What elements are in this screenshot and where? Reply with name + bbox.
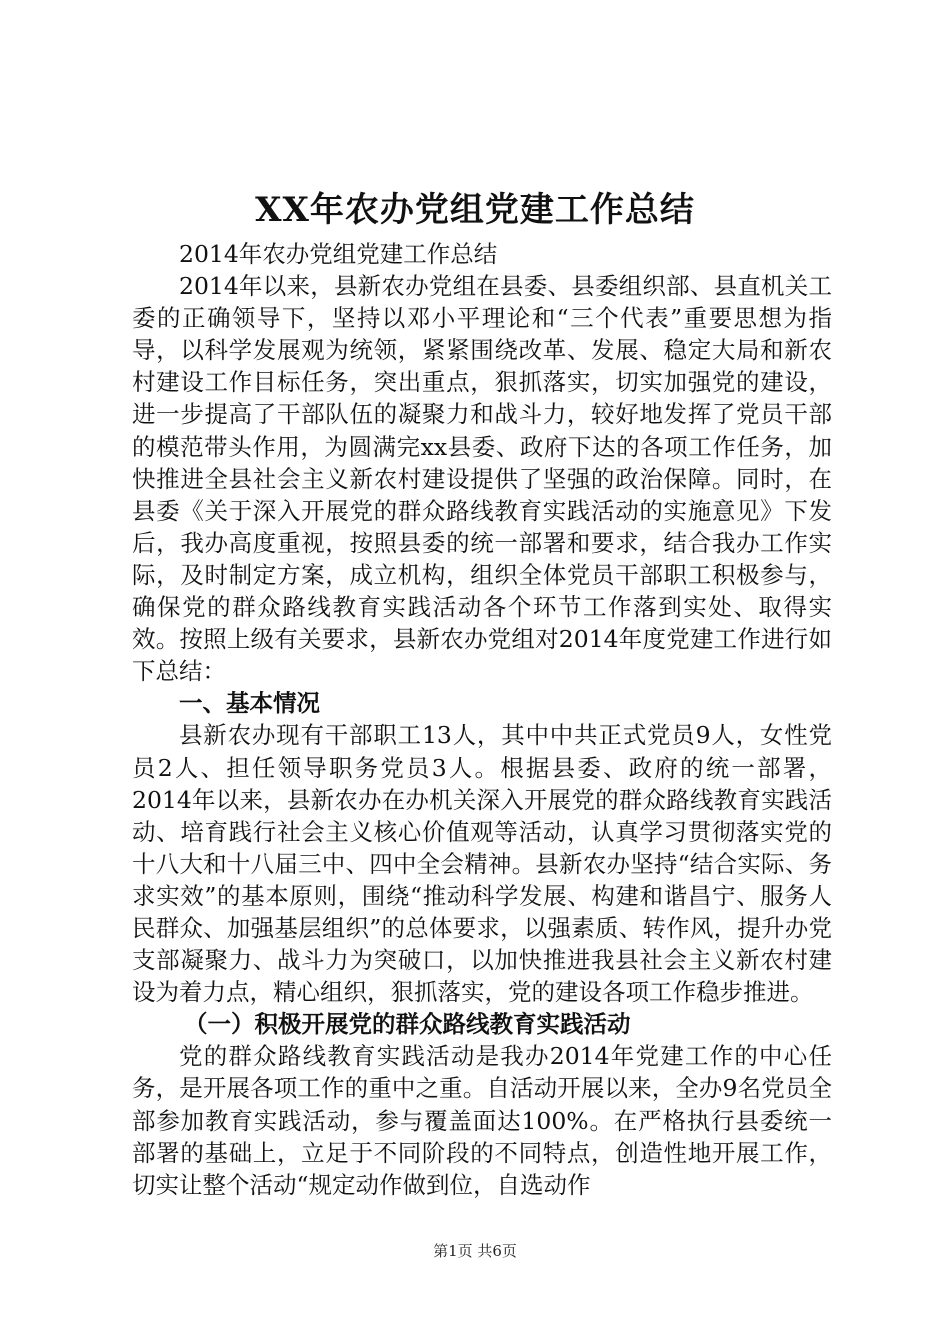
page-footer: 第1页 共6页 [433,1242,517,1260]
document-title: XX年农办党组党建工作总结 [255,190,695,230]
document-subtitle: 2014年农办党组党建工作总结 [179,240,498,268]
mass-line-paragraph: 党的群众路线教育实践活动是我办2014年党建工作的中心任务，是开展各项工作的重中之重。自活动开展以来，全办9名党员全部参加教育实践活动，参与覆盖面达100%。在严格执行县委统一部署的基础上，立足于不同阶段的不同特点，创造性地开展工作，切实让整个活动“规定动作做到位，自选动作 [132,1042,832,1199]
document-body [132,238,832,1201]
intro-paragraph: 2014年以来，县新农办党组在县委、县委组织部、县直机关工委的正确领导下，坚持以邓小平理论和“三个代表”重要思想为指导，以科学发展观为统领，紧紧围绕改革、发展、稳定大局和新农村建设工作目标任务，突出重点，狠抓落实，切实加强党的建设，进一步提高了干部队伍的凝聚力和战斗力，较好地发挥了党员干部的模范带头作用，为圆满完xx县委、政府下达的各项工作任务，加快推进全县社会主义新农村建设提供了坚强的政治保障。同时，在县委《关于深入开展党的群众路线教育实践活动的实施意见》下发后，我办高度重视，按照县委的统一部署和要求，结合我办工作实际，及时制定方案，成立机构，组织全体党员干部职工积极参与，确保党的群众路线教育实践活动各个环节工作落到实处、取得实效。按照上级有关要求，县新农办党组对2014年度党建工作进行如下总结： [132,272,832,686]
subsection-heading-mass-line: （一）积极开展党的群众路线教育实践活动 [184,1010,631,1039]
section-heading-basic-situation: 一、基本情况 [179,689,320,718]
basic-situation-paragraph: 县新农办现有干部职工13人，其中中共正式党员9人，女性党员2人、担任领导职务党员3人。根据县委、政府的统一部署，2014年以来，县新农办在办机关深入开展党的群众路线教育实践活动、培育践行社会主义核心价值观等活动，认真学习贯彻落实党的十八大和十八届三中、四中全会精神。县新农办坚持“结合实际、务求实效”的基本原则，围绕“推动科学发展、构建和谐昌宁、服务人民群众、加强基层组织”的总体要求，以强素质、转作风，提升办党支部凝聚力、战斗力为突破口，以加快推进我县社会主义新农村建设为着力点，精心组织，狠抓落实，党的建设各项工作稳步推进。 [132,721,832,1007]
